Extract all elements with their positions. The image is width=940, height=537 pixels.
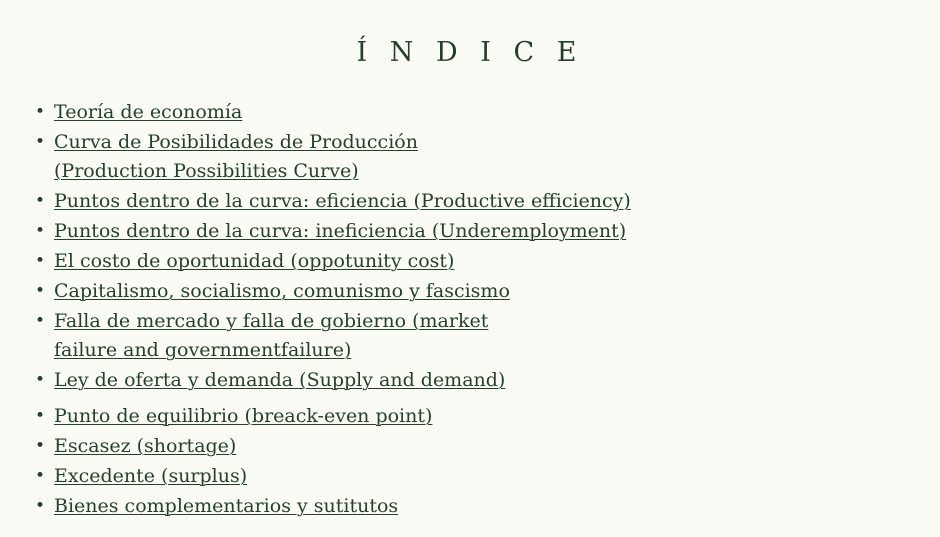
page-title: Í N D I C E — [356, 37, 584, 68]
list-item[interactable] — [28, 462, 900, 491]
list-item-label: Punto de equilibrio (breack-even point) — [54, 405, 433, 427]
bullet-icon: • — [35, 436, 46, 456]
list-item[interactable] — [28, 492, 900, 521]
list-item[interactable] — [28, 402, 900, 431]
bullet-icon: • — [35, 496, 46, 516]
bullet-icon: • — [35, 102, 46, 122]
bullet-icon: • — [35, 281, 46, 301]
bullet-icon: • — [35, 311, 46, 331]
list-item-label: Bienes complementarios y sutitutos — [54, 495, 399, 517]
bullet-icon: • — [35, 406, 46, 426]
bullet-icon: • — [35, 370, 46, 390]
list-item-label: Teoría de economía — [54, 101, 243, 123]
list-item[interactable] — [28, 432, 900, 461]
bullet-icon: • — [35, 191, 46, 211]
list-item-label: Escasez (shortage) — [54, 435, 237, 457]
list-item[interactable] — [28, 128, 900, 186]
index-list — [28, 98, 900, 522]
list-item[interactable] — [28, 98, 900, 127]
list-item[interactable] — [28, 217, 900, 246]
list-item-label: Capitalismo, socialismo, comunismo y fascismo — [54, 280, 510, 302]
list-item[interactable] — [28, 307, 900, 365]
list-item[interactable] — [28, 187, 900, 216]
list-item-label: Puntos dentro de la curva: eficiencia (Productive efficiency) — [54, 190, 631, 212]
list-item[interactable] — [28, 247, 900, 276]
list-item-label: Curva de Posibilidades de Producción (Production Possibilities Curve) — [54, 131, 418, 182]
bullet-icon: • — [35, 132, 46, 152]
bullet-icon: • — [35, 466, 46, 486]
bullet-icon: • — [35, 221, 46, 241]
list-item-label: El costo de oportunidad (oppotunity cost) — [54, 250, 455, 272]
list-item-label: Falla de mercado y falla de gobierno (market failure and governmentfailure) — [54, 310, 489, 361]
list-item-label: Puntos dentro de la curva: ineficiencia (Underemployment) — [54, 220, 627, 242]
bullet-icon: • — [35, 251, 46, 271]
list-item-label: Ley de oferta y demanda (Supply and demand) — [54, 369, 506, 391]
list-item[interactable] — [28, 277, 900, 306]
list-item-label: Excedente (surplus) — [54, 465, 248, 487]
list-item[interactable] — [28, 366, 900, 395]
